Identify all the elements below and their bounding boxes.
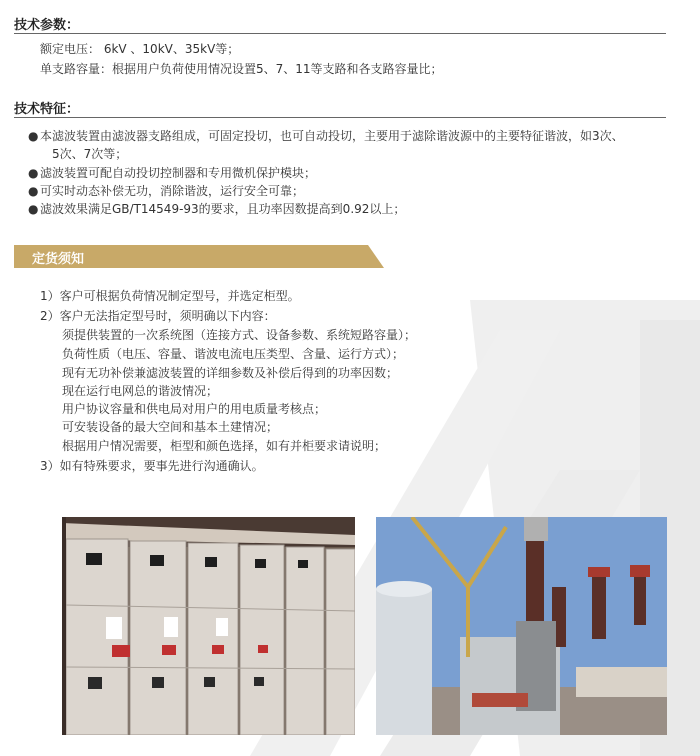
- section-divider: [14, 117, 666, 118]
- feature-item-continuation: 5次、7次等；: [52, 147, 128, 161]
- bullet-icon: ●: [28, 129, 39, 143]
- feature-item: ● 滤波效果满足GB/T14549-93的要求，且功率因数提高到0.92以上；: [28, 202, 406, 216]
- branch-capacity: 单支路容量：根据用户负荷使用情况设置5、7、11等支路和各支路容量比；: [40, 62, 443, 76]
- tech-params-title: 技术参数：: [14, 18, 80, 33]
- outdoor-equipment-photo: [376, 517, 667, 735]
- order-note-subline: 根据用户情况需要，柜型和颜色选择，如有并柜要求请说明；: [62, 439, 387, 453]
- order-notes-title: 定货须知: [32, 252, 85, 267]
- order-note-subline: 用户协议容量和供电局对用户的用电质量考核点；: [62, 402, 327, 416]
- order-note-subline: 须提供装置的一次系统图（连接方式、设备参数、系统短路容量）；: [62, 328, 417, 342]
- rated-voltage: 额定电压： 6kV 、10kV、35kV等；: [40, 42, 240, 56]
- order-note-line: 3）如有特殊要求，要事先进行沟通确认。: [40, 459, 264, 473]
- bullet-icon: ●: [28, 166, 39, 180]
- order-note-line: 2）客户无法指定型号时，须明确以下内容：: [40, 309, 276, 323]
- feature-item: ● 可实时动态补偿无功，消除谐波，运行安全可靠；: [28, 184, 305, 198]
- bullet-icon: ●: [28, 184, 39, 198]
- tech-features-title: 技术特征：: [14, 102, 80, 117]
- switchgear-cabinet-photo: [62, 517, 355, 735]
- feature-item: ● 本滤波装置由滤波器支路组成，可固定投切，也可自动投切，主要用于滤除谐波源中的主要特征谐波，如3次、: [28, 129, 624, 143]
- order-note-subline: 现有无功补偿兼滤波装置的详细参数及补偿后得到的功率因数；: [62, 366, 399, 380]
- order-note-subline: 负荷性质（电压、容量、谐波电流电压类型、含量、运行方式）；: [62, 347, 405, 361]
- bullet-icon: ●: [28, 202, 39, 216]
- order-note-subline: 现在运行电网总的谐波情况；: [62, 384, 219, 398]
- section-divider: [14, 33, 666, 34]
- order-note-line: 1）客户可根据负荷情况制定型号，并选定柜型。: [40, 289, 300, 303]
- order-note-subline: 可安装设备的最大空间和基本土建情况；: [62, 420, 279, 434]
- feature-item: ● 滤波装置可配自动投切控制器和专用微机保护模块；: [28, 166, 317, 180]
